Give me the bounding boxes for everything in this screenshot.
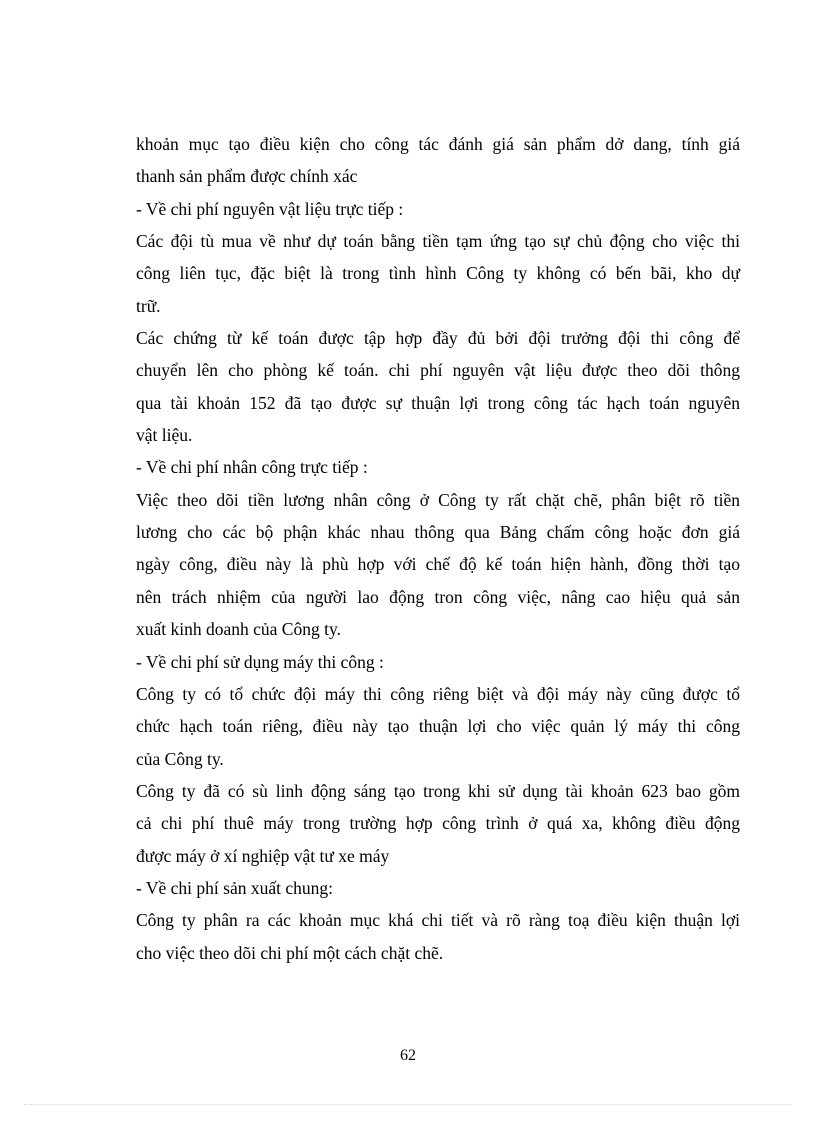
text-line: trữ. xyxy=(136,295,161,316)
text-line: công liên tục, đặc biệt là trong tình hình Công ty không có bến bãi, kho dự xyxy=(136,263,740,284)
text-line: Các chứng từ kế toán được tập hợp đầy đủ bởi đội trưởng đội thi công để xyxy=(136,328,740,349)
text-line: Công ty phân ra các khoản mục khá chi tiết và rõ ràng toạ điều kiện thuận lợi xyxy=(136,910,740,931)
section-heading: - Về chi phí nhân công trực tiếp : xyxy=(136,457,368,478)
text-line: chức hạch toán riêng, điều này tạo thuận lợi cho việc quản lý máy thi công xyxy=(136,716,740,737)
text-line: thanh sản phẩm được chính xác xyxy=(136,166,358,187)
text-line: cho việc theo dõi chi phí một cách chặt chẽ. xyxy=(136,942,444,963)
text-line: được máy ở xí nghiệp vật tư xe máy xyxy=(136,845,390,866)
text-line: lương cho các bộ phận khác nhau thông qua Bảng chấm công hoặc đơn giá xyxy=(136,522,740,543)
page-bottom-divider xyxy=(24,1104,792,1105)
text-line: nên trách nhiệm của người lao động tron công việc, nâng cao hiệu quả sản xyxy=(136,586,740,607)
text-line: vật liệu. xyxy=(136,425,193,446)
text-line: ngày công, điều này là phù hợp với chế độ kế toán hiện hành, đồng thời tạo xyxy=(136,554,740,575)
section-heading: - Về chi phí nguyên vật liệu trực tiếp : xyxy=(136,198,404,219)
text-line: Việc theo dõi tiền lương nhân công ở Công ty rất chặt chẽ, phân biệt rõ tiền xyxy=(136,489,740,510)
page-number: 62 xyxy=(400,1047,416,1064)
text-line: qua tài khoản 152 đã tạo được sự thuận lợi trong công tác hạch toán nguyên xyxy=(136,392,740,413)
body-text xyxy=(136,128,740,969)
section-heading: - Về chi phí sản xuất chung: xyxy=(136,877,333,898)
text-line: Công ty có tổ chức đội máy thi công riêng biệt và đội máy này cũng được tổ xyxy=(136,683,740,704)
text-line: xuất kinh doanh của Công ty. xyxy=(136,619,341,640)
text-line: Các đội tù mua về như dự toán bằng tiền tạm ứng tạo sự chủ động cho việc thi xyxy=(136,231,740,252)
text-line: chuyển lên cho phòng kế toán. chi phí nguyên vật liệu được theo dõi thông xyxy=(136,360,740,381)
text-line: cả chi phí thuê máy trong trường hợp công trình ở quá xa, không điều động xyxy=(136,813,740,834)
text-line: Công ty đã có sù linh động sáng tạo trong khi sử dụng tài khoản 623 bao gồm xyxy=(136,780,740,801)
text-line: khoản mục tạo điều kiện cho công tác đánh giá sản phẩm dở dang, tính giá xyxy=(136,134,740,154)
section-heading: - Về chi phí sử dụng máy thi công : xyxy=(136,651,384,672)
text-line: của Công ty. xyxy=(136,748,224,769)
